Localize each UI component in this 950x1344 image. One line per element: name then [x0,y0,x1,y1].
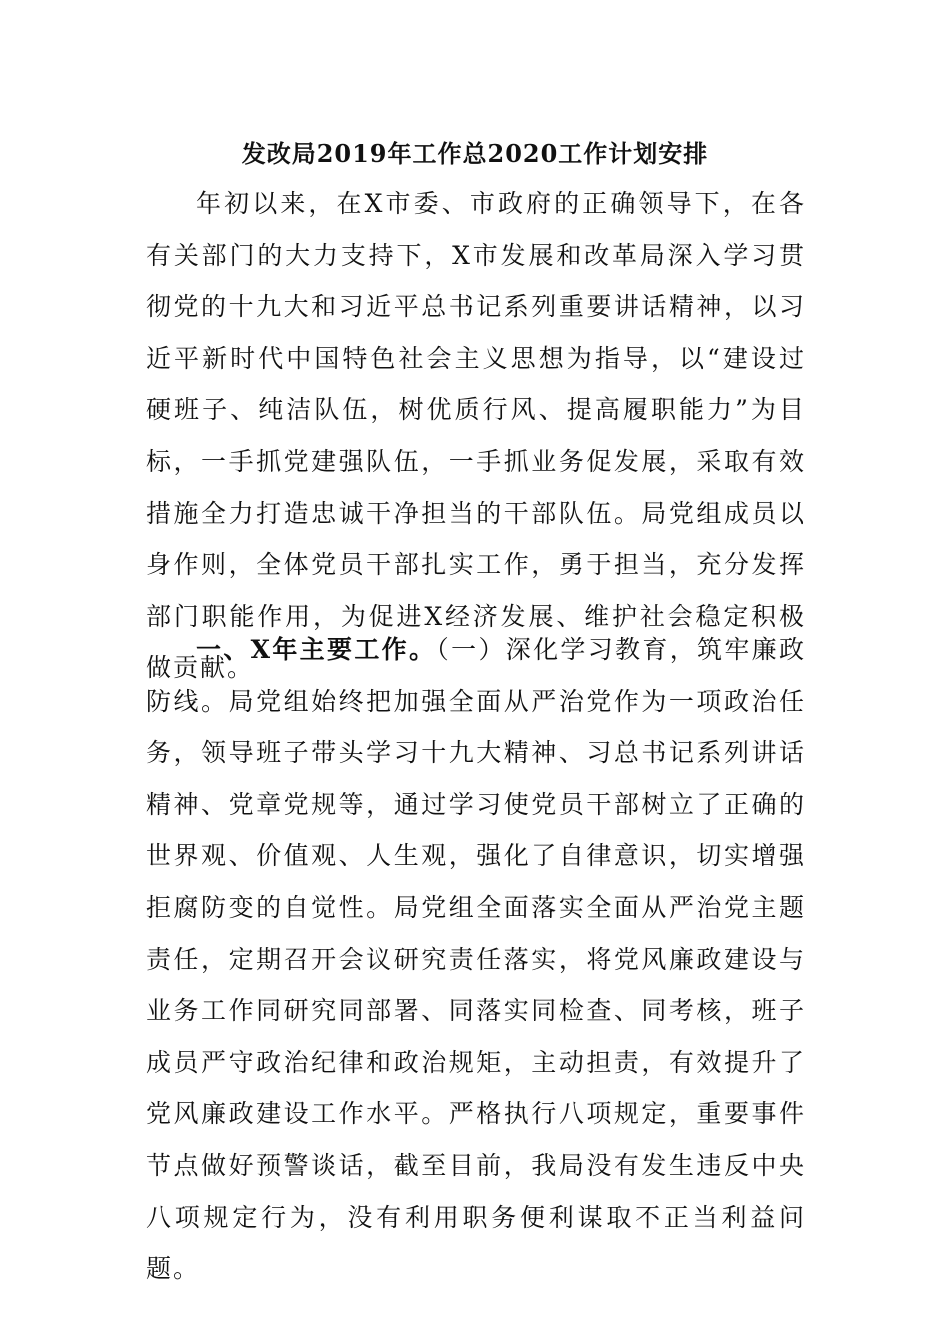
paragraph-intro [146,178,806,694]
section-heading: 一、X年主要工作。 [196,635,437,664]
paragraph-intro-text: 年初以来，在X市委、市政府的正确领导下，在各有关部门的大力支持下，X市发展和改革局深入学习贯彻党的十九大和习近平总书记系列重要讲话精神，以习近平新时代中国特色社会主义思想为指导，以“建设过硬班子、纯洁队伍，树优质行风、提高履职能力”为目标，一手抓党建强队伍，一手抓业务促发展，采取有效措施全力打造忠诚干净担当的干部队伍。局党组成员以身作则，全体党员干部扎实工作，勇于担当，充分发挥部门职能作用，为促进X经济发展、维护社会稳定积极做贡献。 [146,189,806,683]
paragraph-section-one-text: （一）深化学习教育，筑牢廉政防线。局党组始终把加强全面从严治党作为一项政治任务，领导班子带头学习十九大精神、习总书记系列讲话精神、党章党规等，通过学习使党员干部树立了正确的世界观、价值观、人生观，强化了自律意识，切实增强拒腐防变的自觉性。局党组全面落实全面从严治党主题责任，定期召开会议研究责任落实，将党风廉政建设与业务工作同研究同部署、同落实同检查、同考核，班子成员严守政治纪律和政治规矩，主动担责，有效提升了党风廉政建设工作水平。严格执行八项规定，重要事件节点做好预警谈话，截至目前，我局没有发生违反中央八项规定行为，没有利用职务便利谋取不正当利益问题。 [146,635,806,1284]
document-title: 发改局2019年工作总2020工作计划安排 [241,139,709,168]
paragraph-section-one [146,624,806,1295]
